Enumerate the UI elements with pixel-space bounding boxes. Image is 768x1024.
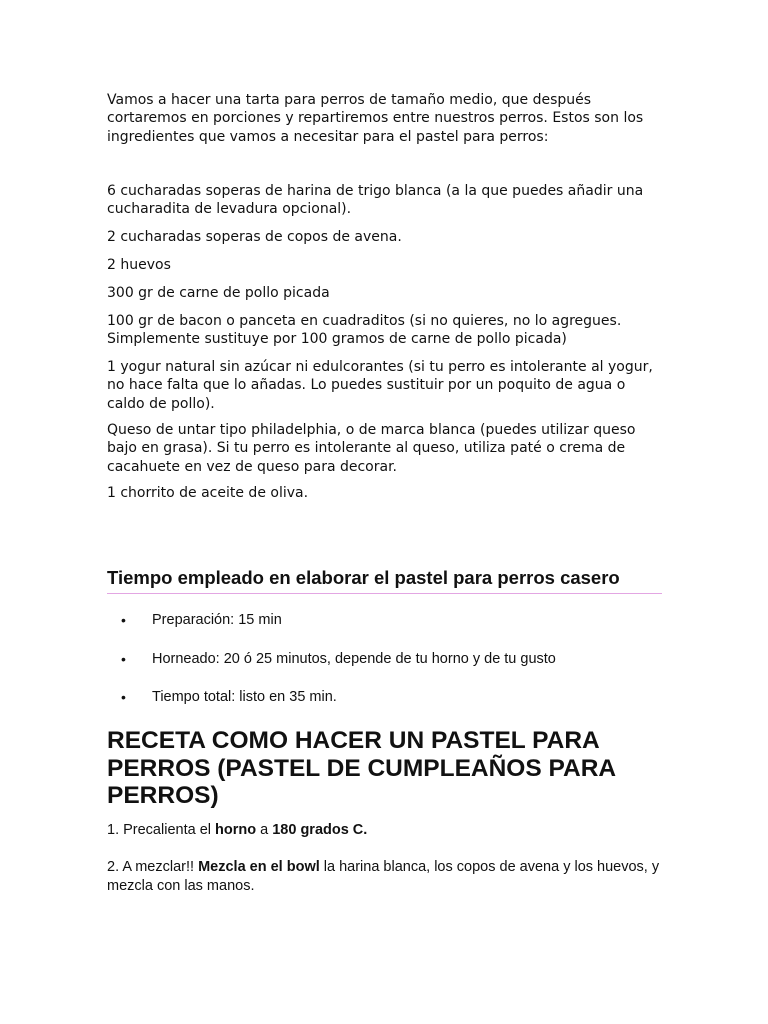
bullet-icon: • xyxy=(121,689,126,705)
time-list xyxy=(107,608,667,724)
list-item xyxy=(107,608,667,647)
step-bold-text: horno xyxy=(215,822,257,838)
step-text: la harina blanca, los copos de avena y los huevos, y mezcla con las manos. xyxy=(107,859,660,894)
step-paragraph xyxy=(107,858,667,896)
time-item-text: Tiempo total: listo en 35 min. xyxy=(152,689,337,705)
intro-paragraph: Vamos a hacer una tarta para perros de tamaño medio, que después cortaremos en porciones y repartiremos entre nuestros perros. Estos son los ingredientes que vamos a necesitar para el pastel para perros: xyxy=(107,92,644,145)
bullet-icon: • xyxy=(121,650,126,667)
ingredient-item: 300 gr de carne de pollo picada xyxy=(107,285,330,301)
ingredient-item: 6 cucharadas soperas de harina de trigo blanca (a la que puedes añadir una cucharadita de levadura opcional). xyxy=(107,183,644,218)
step-paragraph xyxy=(107,821,667,840)
ingredient-item: 2 huevos xyxy=(107,257,171,273)
ingredient-item: Queso de untar tipo philadelphia, o de marca blanca (puedes utilizar queso bajo en grasa). Si tu perro es intolerante al queso, utiliza paté o crema de cacahuete en vez de queso para decorar. xyxy=(107,422,636,475)
list-item xyxy=(107,647,667,686)
step-text: 2. A mezclar!! xyxy=(107,859,199,875)
step-text: a xyxy=(256,822,273,838)
time-item-text: Preparación: 15 min xyxy=(152,612,282,628)
step-bold-text: Mezcla en el bowl xyxy=(198,859,320,875)
ingredient-item: 2 cucharadas soperas de copos de avena. xyxy=(107,229,402,245)
ingredient-item: 1 yogur natural sin azúcar ni edulcorantes (si tu perro es intolerante al yogur, no hace falta que lo añadas. Lo puedes sustituir por un poquito de agua o caldo de pollo). xyxy=(107,359,653,412)
time-heading: Tiempo empleado en elaborar el pastel para perros casero xyxy=(107,566,662,594)
bullet-icon: • xyxy=(121,612,126,628)
recipe-heading: RECETA COMO HACER UN PASTEL PARA PERROS (PASTEL DE CUMPLEAÑOS PARA PERROS) xyxy=(107,727,616,809)
time-item-text: Horneado: 20 ó 25 minutos, depende de tu horno y de tu gusto xyxy=(152,650,556,667)
step-bold-text: 180 grados C. xyxy=(272,822,368,838)
step-text: 1. Precalienta el xyxy=(107,822,216,838)
ingredient-item: 1 chorrito de aceite de oliva. xyxy=(107,485,309,501)
ingredient-item: 100 gr de bacon o panceta en cuadraditos (si no quieres, no lo agregues. Simplemente sustituye por 100 gramos de carne de pollo picada) xyxy=(107,313,622,348)
list-item xyxy=(107,685,667,724)
